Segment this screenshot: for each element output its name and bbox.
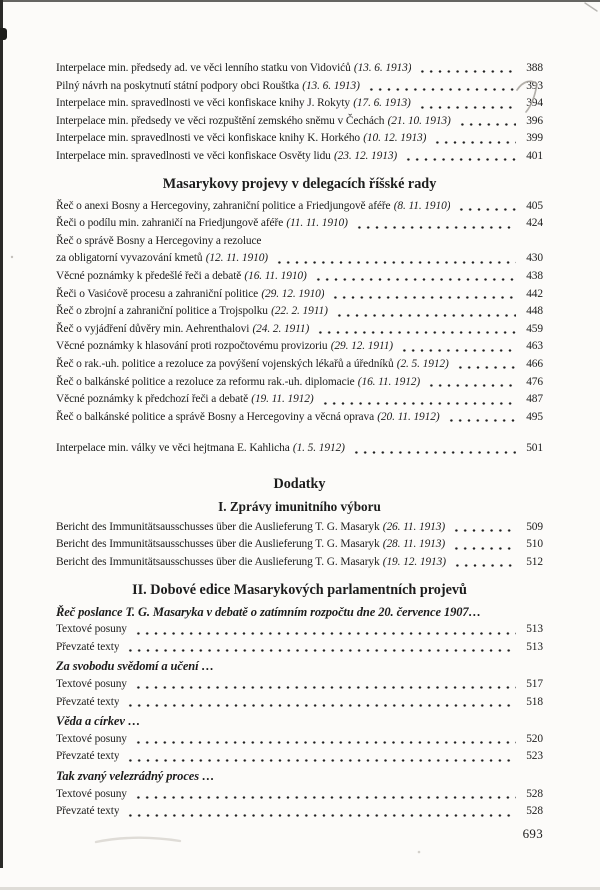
toc-content bbox=[56, 60, 543, 821]
toc-entry bbox=[56, 786, 543, 804]
entry-page: 512 bbox=[526, 556, 543, 569]
entry-title-wrap bbox=[56, 554, 446, 572]
group-heading: Za svobodu svědomí a učení … bbox=[56, 659, 214, 674]
entry-title-wrap bbox=[56, 748, 119, 766]
entry-title-wrap bbox=[56, 374, 420, 392]
dot-leader bbox=[454, 356, 516, 374]
entry-title-wrap bbox=[56, 78, 360, 96]
section-heading: Masarykovy projevy v delegacích říšské rady bbox=[162, 175, 437, 192]
entry-page: 448 bbox=[526, 305, 543, 318]
group-heading: Tak zvaný velezrádný proces … bbox=[56, 769, 215, 783]
entry-date: (28. 11. 1913) bbox=[382, 538, 446, 551]
toc-entry bbox=[56, 356, 543, 374]
spacer bbox=[56, 458, 543, 466]
dot-leader bbox=[124, 803, 516, 821]
entry-date: (16. 11. 1912) bbox=[357, 375, 421, 388]
toc-entry bbox=[56, 268, 543, 286]
entry-page: 399 bbox=[526, 132, 543, 145]
dot-leader bbox=[132, 676, 516, 694]
entry-title: Interpelace min. spravedlnosti ve věci konfiskace Osvěty lidu bbox=[56, 149, 331, 162]
toc-entry bbox=[56, 676, 543, 694]
scan-edge-left bbox=[0, 0, 3, 868]
toc-entry bbox=[56, 440, 543, 458]
toc-entry bbox=[56, 286, 543, 304]
entry-title-wrap bbox=[56, 148, 397, 166]
entry-page: 393 bbox=[526, 79, 543, 92]
entry-title: Řeči o podílu min. zahraničí na Friedjungově aféře bbox=[56, 217, 284, 230]
entry-page: 487 bbox=[526, 393, 543, 406]
entry-title: Interpelace min. spravedlnosti ve věci konfiskace knihy J. Rokyty bbox=[56, 97, 351, 110]
entry-title-wrap bbox=[56, 621, 127, 639]
entry-page: 463 bbox=[526, 340, 543, 353]
entry-title: Řeč o anexi Bosny a Hercegoviny, zahraniční politice a Friedjungově aféře bbox=[56, 199, 391, 212]
entry-title: Textové posuny bbox=[56, 787, 127, 800]
entry-page: 396 bbox=[526, 114, 543, 127]
dot-leader bbox=[319, 391, 516, 409]
entry-page: 528 bbox=[526, 787, 543, 800]
toc-entry bbox=[56, 621, 543, 639]
toc-entry bbox=[56, 215, 543, 233]
entry-page: 401 bbox=[526, 149, 543, 162]
entry-date: (19. 11. 1912) bbox=[251, 393, 314, 406]
entry-title: Věcné poznámky k předešlé řeči a debatě bbox=[56, 269, 242, 282]
entry-date: (10. 12. 1913) bbox=[363, 132, 427, 145]
entry-title: Řeč o balkánské politice a správě Bosny a Hercegoviny a věcná oprava bbox=[56, 410, 375, 423]
toc-entry bbox=[56, 233, 543, 251]
entry-page: 430 bbox=[526, 252, 543, 265]
dot-leader bbox=[329, 286, 516, 304]
entry-date: (16. 11. 1910) bbox=[244, 269, 307, 282]
entry-title-wrap bbox=[56, 676, 127, 694]
entry-title: Interpelace min. války ve věci hejtmana E. Kahlicha bbox=[56, 442, 290, 455]
entry-title: Věcné poznámky k hlasování proti rozpočtovému provizoriu bbox=[56, 340, 328, 353]
dot-leader bbox=[365, 78, 516, 96]
entry-date: (29. 12. 1910) bbox=[261, 287, 325, 300]
entry-title: Textové posuny bbox=[56, 732, 127, 745]
smudge-bottom-left bbox=[96, 838, 180, 842]
dot-leader bbox=[350, 440, 516, 458]
entry-title: Bericht des Immunitätsausschusses über die Auslieferung T. G. Masaryk bbox=[56, 556, 380, 569]
entry-date: (13. 6. 1913) bbox=[353, 62, 412, 74]
entry-title-wrap bbox=[56, 250, 268, 268]
dot-leader bbox=[456, 113, 516, 131]
tick-top-right bbox=[585, 3, 597, 11]
entry-page: 466 bbox=[526, 357, 543, 370]
entry-title-wrap bbox=[56, 338, 393, 356]
entry-date: (29. 12. 1911) bbox=[330, 340, 393, 353]
entry-date: (17. 6. 1913) bbox=[353, 97, 411, 110]
dot-leader bbox=[124, 694, 516, 712]
toc-entry bbox=[56, 250, 543, 268]
entry-title-wrap bbox=[56, 731, 127, 749]
toc-entry bbox=[56, 536, 543, 554]
entry-page: 495 bbox=[526, 410, 543, 423]
entry-page: 459 bbox=[526, 322, 543, 335]
toc-entry bbox=[56, 95, 543, 113]
entry-title: Řeč o správě Bosny a Hercegoviny a rezoluce bbox=[56, 234, 262, 247]
toc-entry bbox=[56, 303, 543, 321]
toc-entry bbox=[56, 60, 543, 78]
entry-date: (19. 12. 1913) bbox=[382, 556, 446, 569]
dot-leader bbox=[333, 303, 516, 321]
entry-title: Pilný návrh na poskytnutí státní podpory obci Rouštka bbox=[56, 79, 300, 92]
dot-leader bbox=[416, 95, 516, 113]
entry-page: 510 bbox=[526, 538, 543, 551]
entry-title: Řeč o rak.-uh. politice a rezoluce za povýšení vojenských lékařů a úředníků bbox=[56, 357, 394, 370]
entry-title: Interpelace min. předsedy ve věci rozpuštění zemského sněmu v Čechách bbox=[56, 114, 385, 127]
entry-title-wrap bbox=[56, 639, 119, 657]
entry-page: 438 bbox=[526, 269, 543, 282]
dot-leader bbox=[124, 639, 516, 657]
entry-date: (21. 10. 1913) bbox=[387, 114, 451, 127]
toc-entry bbox=[56, 409, 543, 427]
entry-date: (23. 12. 1913) bbox=[333, 149, 398, 162]
toc-entry bbox=[56, 639, 543, 657]
entry-title-wrap bbox=[56, 95, 411, 113]
entry-page: 405 bbox=[526, 199, 543, 212]
toc-entry bbox=[56, 338, 543, 356]
entry-date: (26. 11. 1913) bbox=[382, 520, 446, 533]
entry-title-wrap bbox=[56, 519, 445, 537]
toc-entry bbox=[56, 554, 543, 572]
entry-title-wrap bbox=[56, 198, 450, 216]
subsection-heading: I. Zprávy imunitního výboru bbox=[218, 498, 381, 514]
group-heading: Řeč poslance T. G. Masaryka v debatě o zatímním rozpočtu dne 20. července 1907… bbox=[56, 604, 481, 619]
section-heading: Dodatky bbox=[273, 475, 326, 492]
entry-page: 501 bbox=[526, 442, 543, 455]
entry-title: Interpelace min. předsedy ad. ve věci lenního statku von Vidovićů bbox=[56, 62, 351, 74]
entry-title: Bericht des Immunitätsausschusses über die Auslieferung T. G. Masaryk bbox=[56, 520, 380, 533]
entry-title-wrap bbox=[56, 356, 449, 374]
toc-entry bbox=[56, 198, 543, 216]
dot-leader bbox=[132, 731, 516, 749]
entry-page: 518 bbox=[526, 695, 543, 708]
dot-leader bbox=[445, 409, 516, 427]
spacer bbox=[56, 426, 543, 440]
entry-title: Textové posuny bbox=[56, 678, 127, 691]
toc-entry bbox=[56, 374, 543, 392]
toc-entry bbox=[56, 321, 543, 339]
speck-bottom bbox=[418, 851, 421, 854]
entry-title-wrap bbox=[56, 440, 345, 458]
entry-title-wrap bbox=[56, 303, 328, 321]
entry-title-wrap bbox=[56, 60, 411, 78]
toc-entry bbox=[56, 731, 543, 749]
dot-leader bbox=[425, 374, 516, 392]
entry-date: (20. 11. 1912) bbox=[377, 410, 440, 423]
section-heading: II. Dobové edice Masarykových parlamentních projevů bbox=[132, 581, 467, 598]
dot-leader bbox=[132, 621, 516, 639]
dot-leader bbox=[450, 536, 516, 554]
entry-title-wrap bbox=[56, 321, 309, 339]
dot-leader bbox=[132, 786, 516, 804]
entry-date: (2. 5. 1912) bbox=[396, 357, 449, 370]
toc-entry bbox=[56, 803, 543, 821]
toc-entry bbox=[56, 78, 543, 96]
entry-title: Bericht des Immunitätsausschusses über die Auslieferung T. G. Masaryk bbox=[56, 538, 380, 551]
entry-page: 523 bbox=[526, 750, 543, 763]
dot-leader bbox=[314, 321, 516, 339]
entry-title-wrap bbox=[56, 268, 307, 286]
toc-entry bbox=[56, 748, 543, 766]
entry-title: Převzaté texty bbox=[56, 640, 120, 653]
entry-title-wrap bbox=[56, 286, 324, 304]
entry-page: 442 bbox=[526, 287, 543, 300]
entry-date: (22. 2. 1911) bbox=[271, 305, 328, 318]
entry-title-wrap bbox=[56, 536, 445, 554]
dot-leader bbox=[353, 215, 516, 233]
entry-title: Řeči o Vasićově procesu a zahraniční politice bbox=[56, 287, 259, 300]
entry-title: Převzaté texty bbox=[56, 695, 120, 708]
dot-leader bbox=[312, 268, 516, 286]
entry-title: Interpelace min. spravedlnosti ve věci konfiskace knihy K. Horkého bbox=[56, 132, 361, 145]
entry-page: 394 bbox=[526, 97, 543, 110]
entry-date: (8. 11. 1910) bbox=[393, 199, 451, 212]
entry-title-wrap bbox=[56, 409, 440, 427]
dot-leader bbox=[451, 554, 516, 572]
entry-page: 528 bbox=[526, 805, 543, 818]
entry-date: (12. 11. 1910) bbox=[205, 252, 268, 265]
entry-title-wrap bbox=[56, 215, 348, 233]
entry-title: Převzaté texty bbox=[56, 805, 120, 818]
entry-page: 517 bbox=[526, 678, 543, 691]
entry-title: Věcné poznámky k předchozí řeči a debatě bbox=[56, 393, 249, 406]
entry-page: 388 bbox=[526, 62, 543, 74]
entry-page: 520 bbox=[526, 732, 543, 745]
toc-entry bbox=[56, 391, 543, 409]
entry-title-wrap bbox=[56, 130, 426, 148]
dot-leader bbox=[416, 60, 516, 78]
entry-title: Řeč o balkánské politice a rezoluce za reformu rak.-uh. diplomacie bbox=[56, 375, 355, 388]
entry-title-wrap bbox=[56, 233, 261, 251]
entry-date: (24. 2. 1911) bbox=[252, 322, 310, 335]
dot-leader bbox=[431, 130, 516, 148]
entry-title-wrap bbox=[56, 694, 119, 712]
entry-title-wrap bbox=[56, 113, 451, 131]
entry-title: za obligatorní vyvazování kmetů bbox=[56, 252, 203, 265]
entry-page: 424 bbox=[526, 217, 543, 230]
entry-page: 476 bbox=[526, 375, 543, 388]
dot-leader bbox=[398, 338, 516, 356]
group-heading: Věda a církev … bbox=[56, 714, 141, 729]
dot-leader bbox=[455, 198, 516, 216]
entry-title-wrap bbox=[56, 391, 314, 409]
page-number: 693 bbox=[522, 826, 543, 841]
entry-title: Textové posuny bbox=[56, 623, 127, 636]
speck-left bbox=[11, 256, 13, 258]
entry-title-wrap bbox=[56, 803, 119, 821]
entry-date: (1. 5. 1912) bbox=[292, 442, 345, 455]
entry-date: (13. 6. 1913) bbox=[302, 79, 360, 92]
toc-entry bbox=[56, 113, 543, 131]
dot-leader bbox=[450, 519, 516, 537]
dot-leader bbox=[124, 748, 516, 766]
dot-leader bbox=[402, 148, 516, 166]
entry-title: Převzaté texty bbox=[56, 750, 120, 763]
scan-edge-top bbox=[0, 0, 600, 2]
entry-date: (11. 11. 1910) bbox=[286, 217, 348, 230]
toc-entry bbox=[56, 130, 543, 148]
toc-entry bbox=[56, 694, 543, 712]
entry-title: Řeč o zbrojní a zahraniční politice a Trojspolku bbox=[56, 305, 268, 318]
dot-leader bbox=[273, 250, 516, 268]
entry-page: 509 bbox=[526, 520, 543, 533]
toc-entry bbox=[56, 519, 543, 537]
entry-title: Řeč o vyjádření důvěry min. Aehrenthalovi bbox=[56, 322, 250, 335]
entry-page: 513 bbox=[526, 640, 543, 653]
entry-page: 513 bbox=[526, 623, 543, 636]
entry-title-wrap bbox=[56, 786, 127, 804]
toc-entry bbox=[56, 148, 543, 166]
